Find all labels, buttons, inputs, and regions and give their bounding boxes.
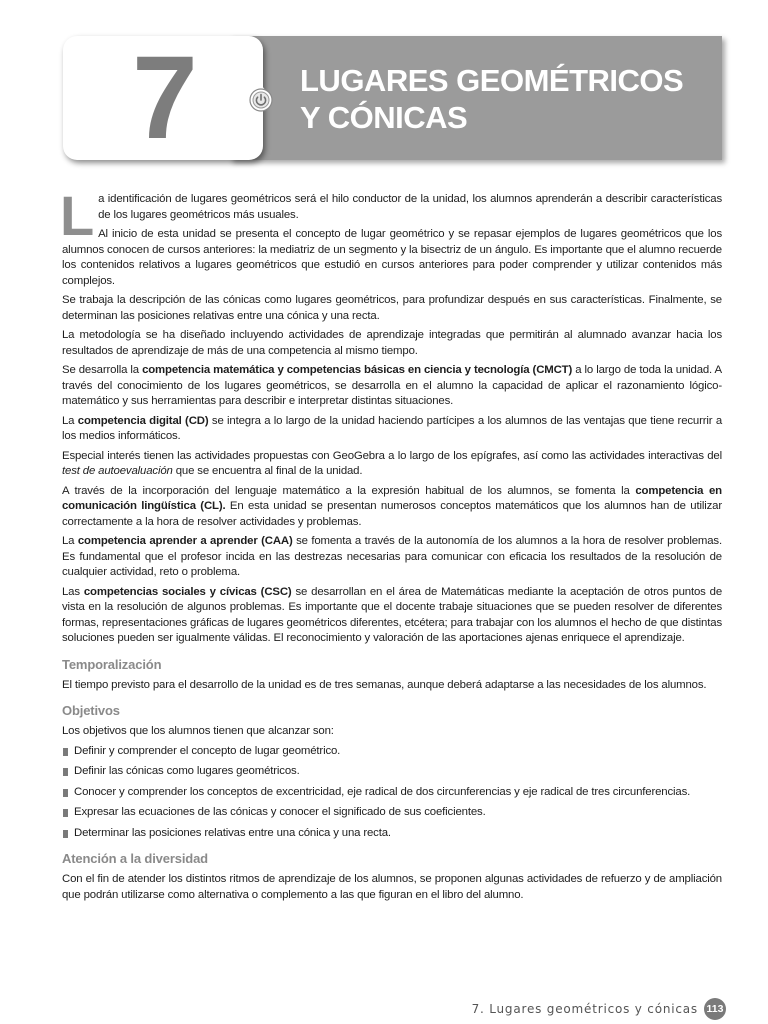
footer-chapter-label: 7. Lugares geométricos y cónicas — [471, 1002, 698, 1016]
intro-paragraph-3: Se trabaja la descripción de las cónicas como lugares geométricos, para profundizar después en sus características. Finalmente, se determinan las posiciones relativas entre una cónica y una recta. — [62, 294, 722, 322]
paragraph-geogebra: Especial interés tienen las actividades propuestas con GeoGebra a lo largo de los epígrafes, así como las actividades interactivas del test de autoevaluación que se encuentra al final de la unidad. — [62, 449, 722, 477]
section-title-objetivos: Objetivos — [62, 703, 120, 718]
paragraph-cl: A través de la incorporación del lenguaje matemático a la expresión habitual de los alumnos, se fomenta la competencia en comunicación lingüística (CL). En esta unidad se presentan numerosos conceptos matemáticos que los alumnos han de utilizar correctamente a la hora de resolver actividades y problemas. — [62, 484, 722, 528]
dropcap-letter: L — [60, 184, 95, 247]
main-content — [60, 184, 723, 907]
list-item: Conocer y comprender los conceptos de excentricidad, eje radical de dos circunferencias y eje radical de tres circunferencias. — [62, 785, 722, 801]
paragraph-csc: Las competencias sociales y cívicas (CSC) se desarrollan en el área de Matemáticas mediante la aceptación de otros puntos de vista en la resolución de algunos problemas. Es importante que el docente trabaje situaciones que se pueden resolver de diferentes formas, representaciones gráficas de lugares geométricos diferentes, etcétera; para trabajar con los alumnos el hecho de que distintas soluciones pueden ser igualmente válidas. El reconocimiento y valoración de las aportaciones ajenas enriquece el aprendizaje. — [62, 585, 722, 644]
section-title-temporalizacion: Temporalización — [62, 656, 162, 672]
diversidad-text: Con el fin de atender los distintos ritmos de aprendizaje de los alumnos, se proponen algunas actividades de refuerzo y de ampliación que podrán utilizarse como alternativa o complemento a las que figuran en el libro del alumno. — [62, 873, 722, 901]
section-title-diversidad: Atención a la diversidad — [62, 851, 208, 866]
term-test-autoevaluacion: test de autoevaluación — [62, 465, 173, 477]
chapter-title-line1: LUGARES GEOMÉTRICOS — [300, 63, 684, 98]
paragraph-cd: La competencia digital (CD) se integra a lo largo de la unidad haciendo partícipes a los alumnos de las ventajas que tiene recurrir a los medios informáticos. — [62, 414, 723, 442]
chapter-title-line2: Y CÓNICAS — [300, 100, 468, 135]
term-caa: competencia aprender a aprender (CAA) — [77, 535, 293, 547]
term-cmct: competencia matemática y competencias básicas en ciencia y tecnología (CMCT) — [142, 364, 573, 376]
list-item: Definir y comprender el concepto de lugar geométrico. — [62, 744, 722, 760]
chapter-number-box — [63, 32, 263, 164]
intro-paragraph-1: La identificación de lugares geométricos será el hilo conductor de la unidad, los alumnos aprenderán a describir características de los lugares geométricos más usuales. — [60, 184, 722, 247]
chapter-title — [300, 62, 720, 136]
power-circle-icon — [249, 88, 273, 112]
list-item: Expresar las ecuaciones de las cónicas y conocer el significado de sus coeficientes. — [62, 805, 722, 821]
term-cd: competencia digital (CD) — [77, 414, 209, 427]
objetivos-list — [62, 744, 722, 842]
paragraph-cmct: Se desarrolla la competencia matemática y competencias básicas en ciencia y tecnología (CMCT) a lo largo de toda la unidad. A través del conocimiento de los lugares geométricos, se desarrolla en el alumno la capacidad de aplicar el razonamiento lógico-matemático y sus herramientas para describir e interpretar distintas situaciones. — [62, 364, 723, 407]
intro-paragraph-4: La metodología se ha diseñado incluyendo actividades de aprendizaje integradas que permitirán al alumnado avanzar hacia los resultados de aprendizaje de más de una competencia al mismo tiempo. — [62, 329, 722, 357]
chapter-number: 7 — [132, 32, 194, 164]
temporalizacion-text: El tiempo previsto para el desarrollo de la unidad es de tres semanas, aunque deberá adaptarse a las necesidades de los alumnos. — [62, 678, 707, 691]
paragraph-caa: La competencia aprender a aprender (CAA) se fomenta a través de la autonomía de los alumnos a la hora de resolver problemas. Es fundamental que el profesor incida en las destrezas necesarias para comunicar con eficacia los resultados de la resolución de cualquier actividad, reto o problema. — [62, 535, 722, 578]
intro-paragraph-2: Al inicio de esta unidad se presenta el concepto de lugar geométrico y se repasar ejemplos de lugares geométricos que los alumnos conocen de cursos anteriores: la mediatriz de un segmento y la bisectriz de un ángulo. Es importante que el alumno recuerde los contenidos relativos a lugares geométricos que estudió en cursos anteriores para poder comprender y utilizar contenidos más complejos. — [62, 228, 722, 287]
term-csc: competencias sociales y cívicas (CSC) — [83, 585, 292, 598]
list-item: Determinar las posiciones relativas entre una cónica y una recta. — [62, 826, 722, 842]
page-number-badge: 113 — [704, 998, 726, 1020]
page-footer — [472, 998, 726, 1020]
list-item: Definir las cónicas como lugares geométricos. — [62, 764, 722, 780]
term-cl: competencia en comunicación lingüística (CL). — [62, 484, 722, 512]
objetivos-intro: Los objetivos que los alumnos tienen que alcanzar son: — [62, 725, 334, 737]
